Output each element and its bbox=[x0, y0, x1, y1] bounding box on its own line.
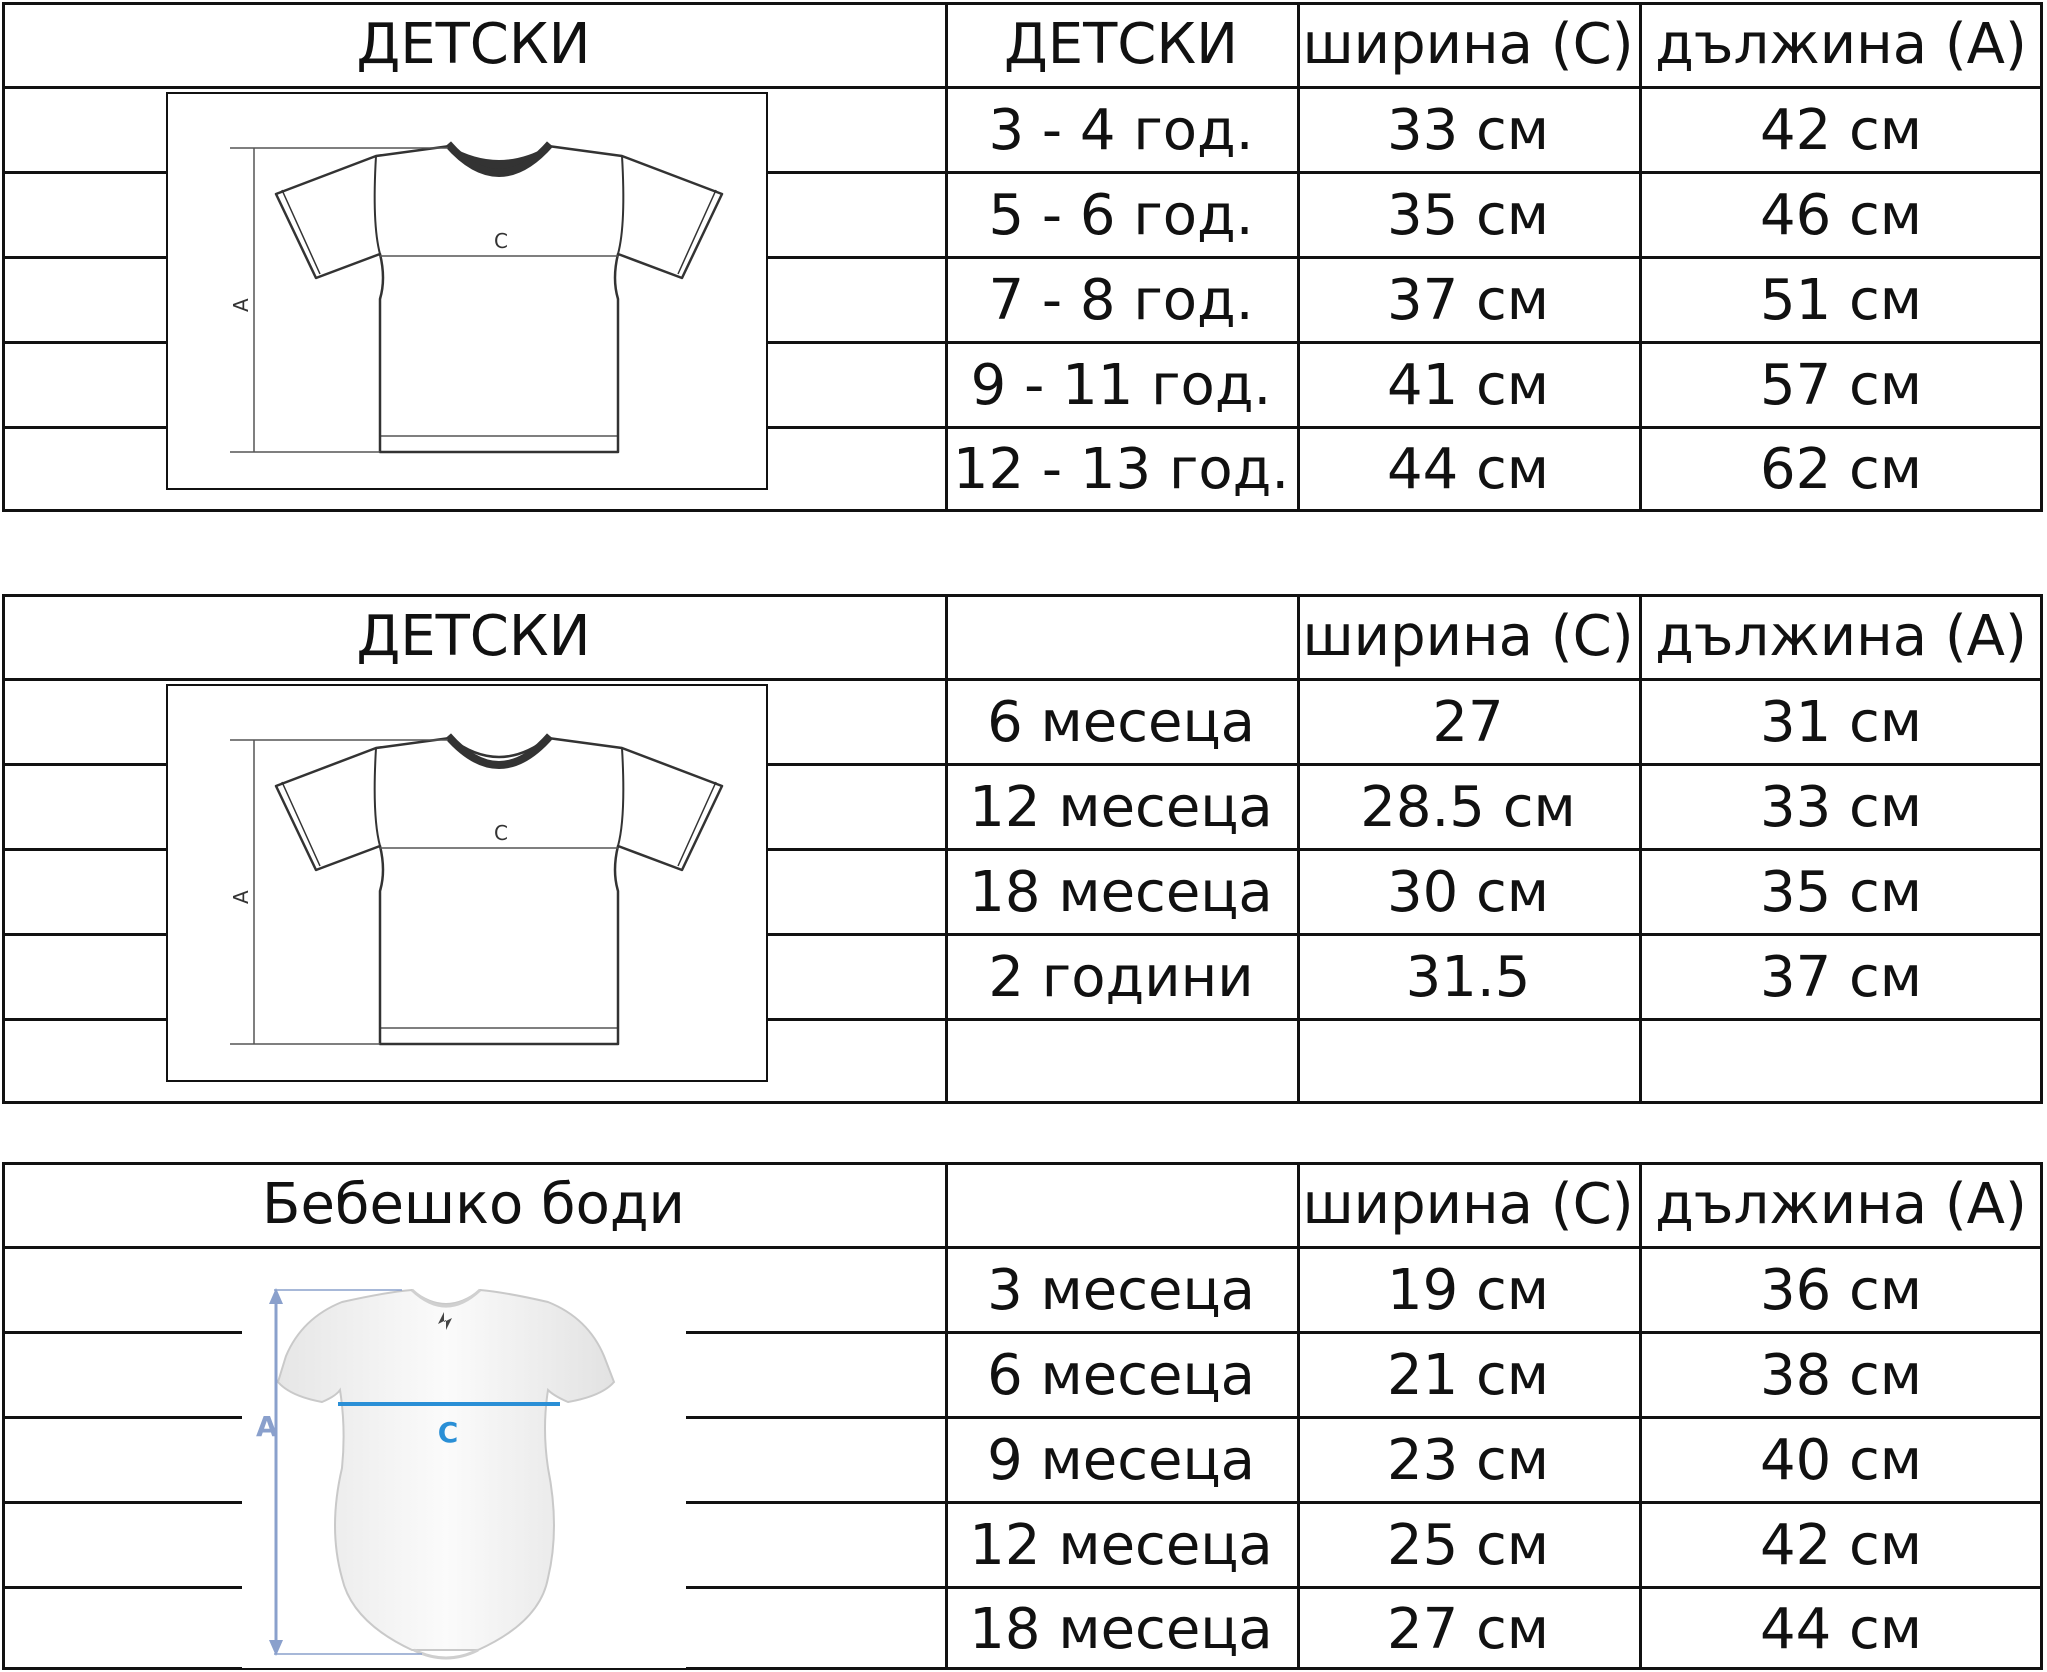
size-cell: 18 месеца bbox=[969, 859, 1273, 925]
length-cell: 44 см bbox=[1759, 1596, 1923, 1662]
width-cell: 21 см bbox=[1386, 1342, 1550, 1408]
size-cell: 6 месеца bbox=[987, 1342, 1255, 1408]
size-cell: 3 месеца bbox=[987, 1257, 1255, 1323]
header-length: дължина (А) bbox=[1655, 1171, 2027, 1237]
header-size bbox=[945, 594, 1297, 678]
diagram-label-a: A bbox=[229, 890, 253, 904]
size-cell: 2 години bbox=[988, 944, 1254, 1010]
length-cell: 46 см bbox=[1759, 182, 1923, 248]
size-cell: 12 месеца bbox=[969, 774, 1273, 840]
length-cell: 37 см bbox=[1759, 944, 1923, 1010]
length-cell bbox=[1639, 1021, 2043, 1101]
width-cell: 27 bbox=[1432, 689, 1504, 755]
size-cell: 12 месеца bbox=[969, 1512, 1273, 1578]
length-cell: 57 см bbox=[1759, 352, 1923, 418]
size-table-kids-months bbox=[0, 592, 2047, 1107]
width-cell: 41 см bbox=[1386, 352, 1550, 418]
diagram-label-a: A bbox=[256, 1410, 278, 1443]
header-length: дължина (А) bbox=[1655, 603, 2027, 669]
size-table-kids-years bbox=[0, 0, 2047, 515]
size-cell: 18 месеца bbox=[969, 1596, 1273, 1662]
diagram-label-a: A bbox=[229, 298, 253, 312]
width-cell: 30 см bbox=[1386, 859, 1550, 925]
length-cell: 36 см bbox=[1759, 1257, 1923, 1323]
diagram-label-c: C bbox=[494, 821, 508, 845]
width-cell: 27 см bbox=[1386, 1596, 1550, 1662]
width-cell: 35 см bbox=[1386, 182, 1550, 248]
size-cell: 7 - 8 год. bbox=[988, 267, 1254, 333]
width-cell: 23 см bbox=[1386, 1427, 1550, 1493]
size-table-baby-bodysuit bbox=[0, 1160, 2047, 1672]
header-width: ширина (С) bbox=[1302, 1171, 1634, 1237]
width-cell: 33 см bbox=[1386, 97, 1550, 163]
size-cell: 9 - 11 год. bbox=[970, 352, 1272, 418]
table-title: Бебешко боди bbox=[262, 1171, 685, 1237]
length-cell: 42 см bbox=[1759, 97, 1923, 163]
tshirt-diagram bbox=[166, 92, 768, 490]
width-cell: 28.5 см bbox=[1360, 774, 1576, 840]
tshirt-diagram bbox=[166, 684, 768, 1082]
length-cell: 35 см bbox=[1759, 859, 1923, 925]
length-cell: 40 см bbox=[1759, 1427, 1923, 1493]
header-width: ширина (С) bbox=[1302, 11, 1634, 77]
length-cell: 51 см bbox=[1759, 267, 1923, 333]
table-title: ДЕТСКИ bbox=[356, 11, 591, 77]
table-title: ДЕТСКИ bbox=[356, 603, 591, 669]
bodysuit-diagram bbox=[242, 1278, 686, 1668]
size-cell bbox=[945, 1021, 1297, 1101]
size-cell: 6 месеца bbox=[987, 689, 1255, 755]
width-cell bbox=[1297, 1021, 1639, 1101]
width-cell: 37 см bbox=[1386, 267, 1550, 333]
header-width: ширина (С) bbox=[1302, 603, 1634, 669]
diagram-label-c: C bbox=[437, 1416, 459, 1449]
length-cell: 38 см bbox=[1759, 1342, 1923, 1408]
header-length: дължина (А) bbox=[1655, 11, 2027, 77]
header-size: ДЕТСКИ bbox=[1003, 11, 1239, 77]
length-cell: 33 см bbox=[1759, 774, 1923, 840]
length-cell: 62 см bbox=[1759, 436, 1923, 502]
length-cell: 42 см bbox=[1759, 1512, 1923, 1578]
width-cell: 31.5 bbox=[1405, 944, 1531, 1010]
size-cell: 5 - 6 год. bbox=[988, 182, 1254, 248]
size-cell: 9 месеца bbox=[987, 1427, 1255, 1493]
width-cell: 44 см bbox=[1386, 436, 1550, 502]
width-cell: 19 см bbox=[1386, 1257, 1550, 1323]
length-cell: 31 см bbox=[1759, 689, 1923, 755]
diagram-label-c: C bbox=[494, 229, 508, 253]
size-cell: 12 - 13 год. bbox=[952, 436, 1290, 502]
width-cell: 25 см bbox=[1386, 1512, 1550, 1578]
size-cell: 3 - 4 год. bbox=[988, 97, 1254, 163]
header-size bbox=[945, 1162, 1297, 1246]
